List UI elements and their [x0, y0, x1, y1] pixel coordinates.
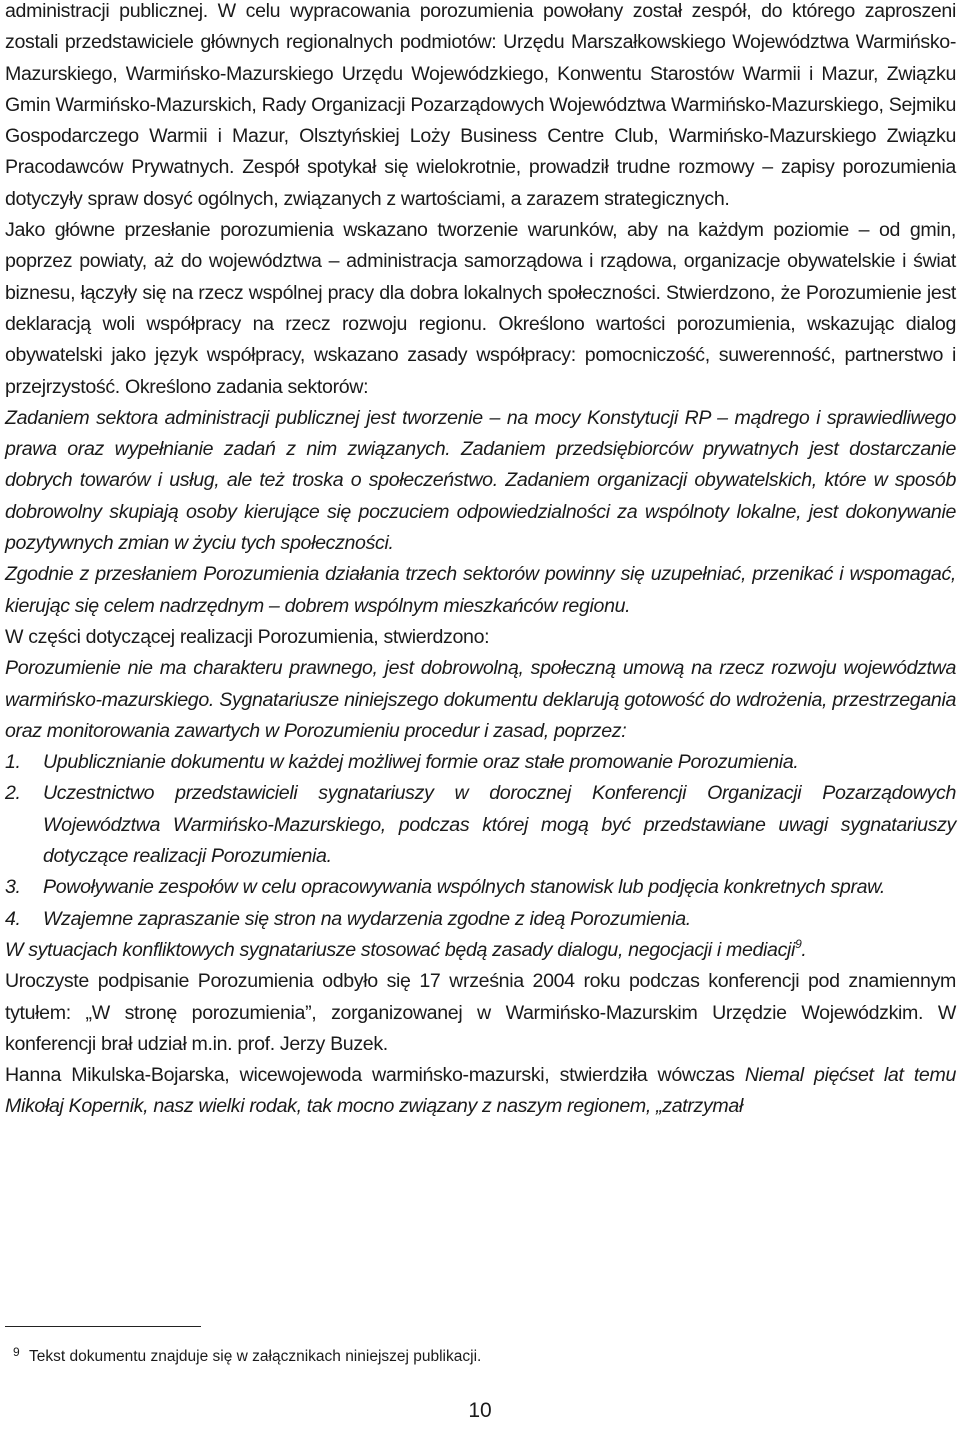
- paragraph-conflicts-end: .: [801, 938, 807, 961]
- paragraph-conflicts: [5, 935, 956, 966]
- paragraph-team-part2: Zespół spotykał się wielokrotnie, prowadził trudne rozmowy – zapisy porozumienia dotyczyły spraw dosyć ogólnych, związanych z wartościami, a zarazem strategicznych.: [5, 156, 956, 210]
- list-item-number: 2.: [5, 782, 21, 805]
- list-item-number: 1.: [5, 751, 21, 774]
- list-item-text: Wzajemne zapraszanie się stron na wydarzenia zgodne z ideą Porozumienia.: [43, 907, 691, 930]
- footnote-reference[interactable]: 9: [795, 936, 802, 951]
- list-item-text: Upublicznianie dokumentu w każdej możliwej formie oraz stałe promowanie Porozumienia.: [43, 751, 799, 774]
- list-item-text: Powoływanie zespołów w celu opracowywania wspólnych stanowisk lub podjęcia konkretnych spraw.: [43, 876, 885, 899]
- list-item-number: 3.: [5, 876, 21, 899]
- commitments-list: [5, 747, 956, 935]
- paragraph-main-message-text: Jako główne przesłanie porozumienia wskazano tworzenie warunków, aby na każdym poziomie – od gmin, poprzez powiaty, aż do województwa – administracja samorządowa i rządowa, organizacje obywatelskie i świat biznesu, łączyły się na rzecz wspólnej pracy dla dobra lokalnych społeczności. Stwierdzono, że Porozumienie jest deklaracją woli współpracy na rzecz rozwoju regionu. Określono wartości porozumienia, wskazując dialog obywatelski jako język współpracy, wskazano zasady współpracy: pomocniczość, suwerenność, partnerstwo i przejrzystość. Określono zadania sektorów:: [5, 219, 956, 398]
- footnote-divider: [5, 1326, 201, 1327]
- paragraph-team-part1: administracji publicznej. W celu wypracowania porozumienia powołany został zespół, do którego zaproszeni zostali przedstawiciele głównych regionalnych podmiotów: Urzędu Marszałkowskiego Województwa Warmińsko-Mazurskiego, Warmińsko-Mazurskiego Urzędu Wojewódzkiego, Konwentu Starostów Warmii i Mazur, Związku Gmin Warmińsko-Mazurskich, Rady Organizacji Pozarządowych Województwa Warmińsko-Mazurskiego, Sejmiku Gospodarczego Warmii i Mazur, Olsztyńskiej Loży Business Centre Club, Warmińsko-Mazurskiego Związku Pracodawców Prywatnych.: [5, 0, 956, 179]
- list-item: [5, 904, 956, 935]
- paragraph-quote-lead: Hanna Mikulska-Bojarska, wicewojewoda warmińsko-mazurski, stwierdziła wówczas: [5, 1064, 735, 1087]
- paragraph-conflicts-text: W sytuacjach konfliktowych sygnatariusze stosować będą zasady dialogu, negocjacji i mediacji: [5, 938, 796, 961]
- list-item-text: Uczestnictwo przedstawicieli sygnatariuszy w dorocznej Konferencji Organizacji Pozarządowych Województwa Warmińsko-Mazurskiego, podczas której mogą być przedstawiane uwagi sygnatariuszy dotyczące realizacji Porozumienia.: [43, 782, 956, 868]
- paragraph-signing: Uroczyste podpisanie Porozumienia odbyło się 17 września 2004 roku podczas konferencji pod znamiennym tytułem: „W stronę porozumienia”, zorganizowanej w Warmińsko-Mazurskim Urzędzie Wojewódzkim. W konferencji brał udział m.in. prof. Jerzy Buzek.: [5, 970, 956, 1055]
- sector-tasks-quote: Zadaniem sektora administracji publicznej jest tworzenie – na mocy Konstytucji RP – mądrego i sprawiedliwego prawa oraz wypełnianie zadań z nim związanych. Zadaniem przedsiębiorców prywatnych jest dostarczanie dobrych towarów i usług, ale też troska o społeczeństwo. Zadaniem organizacji obywatelskich, które w sposób dobrowolny skupiają osoby kierujące się poczuciem odpowiedzialności za wspólnoty lokalne, jest dokonywanie pozytywnych zmian w życiu tych społeczności.: [5, 406, 956, 555]
- list-item: [5, 747, 956, 778]
- list-item: [5, 778, 956, 872]
- paragraph-agreement-nature: Porozumienie nie ma charakteru prawnego, jest dobrowolną, społeczną umową na rzecz rozwoju województwa warmińsko-mazurskiego. Sygnatariusze niniejszego dokumentu deklarują gotowość do wdrożenia, przestrzegania oraz monitorowania zawartych w Porozumieniu procedur i zasad, poprzez:: [5, 657, 956, 742]
- footnote-text: Tekst dokumentu znajduje się w załącznikach niniejszej publikacji.: [29, 1348, 482, 1365]
- footnote: [5, 1342, 481, 1367]
- list-item: [5, 872, 956, 903]
- page-number: 10: [468, 1399, 492, 1422]
- body-text: [5, 0, 956, 1123]
- paragraph-sectors-complement: Zgodnie z przesłaniem Porozumienia działania trzech sektorów powinny się uzupełniać, przenikać i wspomagać, kierując się celem nadrzędnym – dobrem wspólnym mieszkańców regionu.: [5, 563, 956, 617]
- paragraph-quote-intro: [5, 1060, 956, 1123]
- paragraph-realization-intro: W części dotyczącej realizacji Porozumienia, stwierdzono:: [5, 625, 490, 648]
- paragraph-quote-text: Niemal pięćset lat temu Mikołaj Kopernik, nasz wielki rodak, tak mocno związany z naszym regionem, „zatrzymał: [5, 1064, 956, 1118]
- list-item-number: 4.: [5, 907, 21, 930]
- paragraph-team: [5, 0, 956, 215]
- paragraph-main-message: [5, 215, 956, 559]
- footnote-mark: 9: [13, 1345, 20, 1359]
